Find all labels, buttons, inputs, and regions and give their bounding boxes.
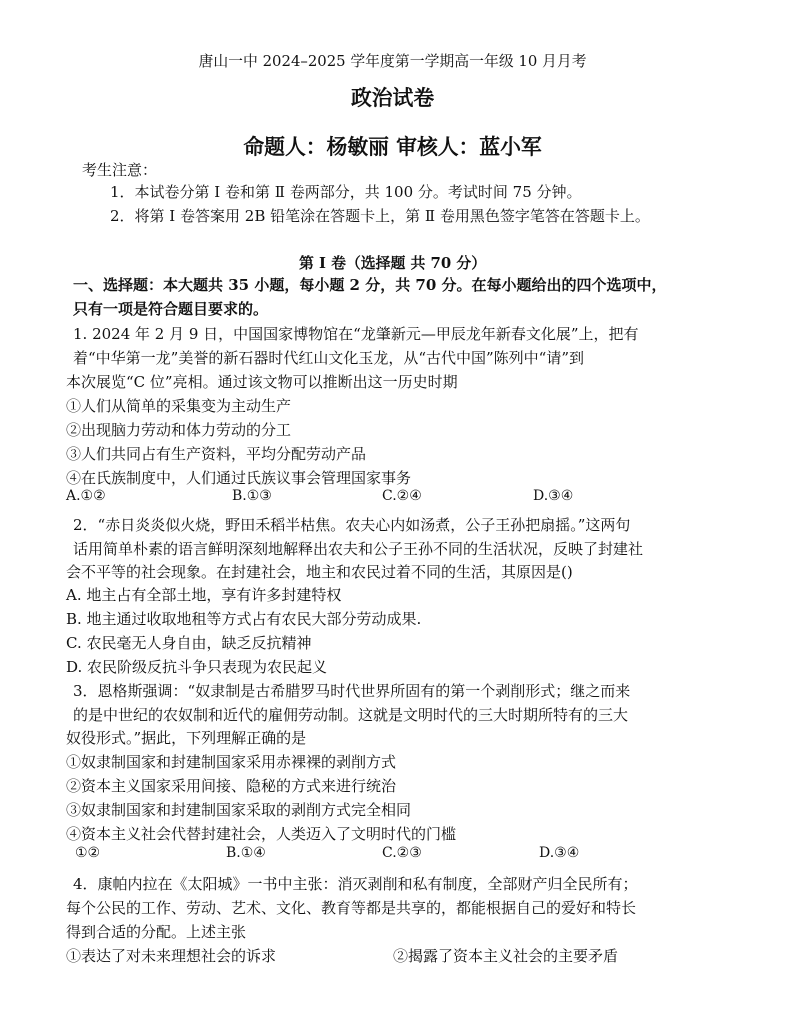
- question-line: 3．恩格斯强调：“奴隶制是古希腊罗马时代世界所固有的第一个剥削形式；继之而来: [73, 682, 631, 700]
- exam-title: 政治试卷: [350, 85, 435, 110]
- answer-option: B. 地主通过收取地租等方式占有农民大部分劳动成果.: [66, 610, 422, 628]
- question-line: 着“中华第一龙”美誉的新石器时代红山文化玉龙，从“古代中国”陈列中“请”到: [73, 349, 585, 367]
- question-line: 每个公民的工作、劳动、艺术、文化、教育等都是共享的，都能根据自己的爱好和特长: [66, 899, 637, 917]
- question-statement: ④在氏族制度中，人们通过氏族议事会管理国家事务: [66, 469, 412, 487]
- question-statement: ③奴隶制国家和封建制国家采取的剥削方式完全相同: [66, 801, 412, 819]
- answer-option: B.①③: [232, 488, 272, 504]
- question-line: 2．“赤日炎炎似火烧，野田禾稻半枯焦。农夫心内如汤煮，公子王孙把扇摇。”这两句: [73, 516, 631, 534]
- answer-option: A.①②: [66, 488, 106, 504]
- answer-option: C.②④: [382, 488, 422, 504]
- section-instruction: 一、选择题：本大题共 35 小题，每小题 2 分，共 70 分。在每小题给出的四个选项中，: [73, 276, 667, 294]
- notice-item: 2．将第 Ⅰ 卷答案用 2B 铅笔涂在答题卡上，第 Ⅱ 卷用黑色签字笔答在答题卡上。: [110, 207, 650, 225]
- exam-authors: 命题人：杨敏丽 审核人：蓝小军: [243, 134, 542, 159]
- question-line: 话用简单朴素的语言鲜明深刻地解释出农夫和公子王孙不同的生活状况，反映了封建社: [73, 540, 644, 558]
- question-line: 4．康帕内拉在《太阳城》一书中主张：消灭剥削和私有制度，全部财产归全民所有；: [73, 875, 638, 893]
- section-instruction: 只有一项是符合题目要求的。: [73, 300, 269, 318]
- answer-option: D.③④: [539, 845, 580, 861]
- section-title: 第 Ⅰ 卷（选择题 共 70 分）: [298, 254, 487, 272]
- question-line: 的是中世纪的农奴制和近代的雇佣劳动制。这就是文明时代的三大时期所特有的三大: [73, 706, 629, 724]
- answer-option: B.①④: [226, 845, 266, 861]
- question-line: 会不平等的社会现象。在封建社会，地主和农民过着不同的生活，其原因是(): [66, 563, 573, 581]
- question-statement: ④资本主义社会代替封建社会，人类迈入了文明时代的门槛: [66, 825, 457, 843]
- exam-header: 唐山一中 2024–2025 学年度第一学期高一年级 10 月月考: [198, 52, 587, 70]
- question-statement: ②出现脑力劳动和体力劳动的分工: [66, 421, 292, 439]
- question-statement: ①表达了对未来理想社会的诉求: [66, 947, 277, 965]
- answer-option: D.③④: [533, 488, 574, 504]
- notice-item: 1．本试卷分第 Ⅰ 卷和第 Ⅱ 卷两部分，共 100 分。考试时间 75 分钟。: [110, 183, 582, 201]
- answer-option: ①②: [75, 845, 101, 861]
- question-line: 本次展览“C 位”亮相。通过该文物可以推断出这一历史时期: [66, 373, 458, 391]
- question-statement: ②资本主义国家采用间接、隐秘的方式来进行统治: [66, 777, 397, 795]
- notice-heading: 考生注意：: [82, 161, 158, 179]
- answer-option: C. 农民毫无人身自由，缺乏反抗精神: [66, 634, 312, 652]
- question-statement: ③人们共同占有生产资料，平均分配劳动产品: [66, 445, 367, 463]
- answer-option: A. 地主占有全部土地，享有许多封建特权: [66, 586, 342, 604]
- question-line: 奴役形式。”据此，下列理解正确的是: [66, 729, 307, 747]
- question-statement: ②揭露了资本主义社会的主要矛盾: [393, 947, 619, 965]
- answer-option: D. 农民阶级反抗斗争只表现为农民起义: [66, 658, 328, 676]
- question-statement: ①人们从简单的采集变为主动生产: [66, 397, 292, 415]
- answer-option: C.②③: [382, 845, 422, 861]
- question-line: 1. 2024 年 2 月 9 日，中国国家博物馆在“龙肇新元—甲辰龙年新春文化展”上，把有: [73, 325, 639, 343]
- question-statement: ①奴隶制国家和封建制国家采用赤裸裸的剥削方式: [66, 753, 397, 771]
- question-line: 得到合适的分配。上述主张: [66, 923, 247, 941]
